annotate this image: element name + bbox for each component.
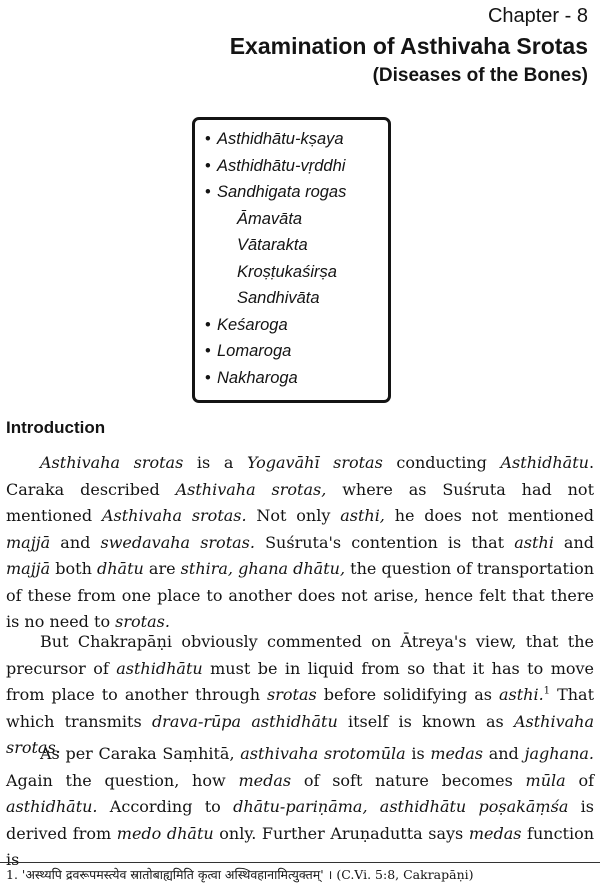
list-item (205, 153, 388, 180)
text-run: function is (6, 823, 595, 869)
list-subitem (205, 232, 388, 259)
text-run: jaghana. (524, 744, 595, 763)
paragraph-3 (6, 741, 594, 874)
list-item-label: Kroṣṭukaśirṣa (237, 262, 337, 281)
text-run: But Chakrapāṇi obviously commented on Ātreya's view, that the precursor of (6, 632, 594, 678)
text-run: asthidhātu. (6, 797, 98, 816)
text-run: are (143, 559, 181, 578)
text-run: majjā (6, 532, 51, 552)
text-run: drava-rūpa asthidhātu (151, 711, 338, 731)
paragraph-1 (6, 450, 594, 636)
text-run: Asthivaha srotas. (6, 711, 595, 757)
text-run: srotas. (115, 612, 170, 631)
list-item (205, 365, 388, 392)
text-run: asthidhātu (116, 658, 203, 678)
bullet-icon: • (205, 183, 211, 201)
text-run: swedavaha srotas. (100, 532, 255, 552)
disease-list-box (192, 117, 391, 403)
list-item-label: Asthidhātu-kṣaya (217, 130, 344, 148)
text-run: asthi. (498, 685, 544, 704)
text-run: only. Further Aruṇadutta says (213, 823, 469, 843)
text-run: is a (183, 453, 247, 472)
list-item-label: Lomaroga (217, 342, 292, 360)
text-run: is (405, 744, 431, 763)
text-run: the question of transportation of these from one place to another does not arise, hence felt that there is no need to (6, 559, 595, 631)
text-run: That which transmits (6, 685, 595, 731)
text-run: he does not mentioned (384, 506, 594, 525)
text-run: and (50, 532, 101, 552)
bullet-icon: • (205, 130, 211, 148)
text-run: Not only (246, 506, 341, 525)
list-item (205, 312, 388, 339)
list-item-label: Asthidhātu-vṛddhi (217, 156, 346, 175)
text-run: asthi (514, 532, 554, 552)
list-item (205, 179, 388, 206)
list-item-label: Vātarakta (237, 236, 308, 254)
text-run: majjā (6, 559, 51, 578)
text-run: mūla (525, 770, 566, 790)
bullet-icon: • (205, 315, 211, 334)
list-item-label: Nakharoga (217, 368, 298, 387)
text-run: According to (97, 797, 234, 816)
chapter-number: Chapter - 8 (487, 5, 588, 27)
list-subitem (205, 285, 388, 312)
text-run: and (483, 744, 525, 763)
text-run: of soft nature becomes (291, 770, 526, 790)
text-run: medas (238, 770, 292, 790)
list-item-label: Sandhigata rogas (217, 183, 347, 201)
page-title: Examination of Asthivaha Srotas (229, 33, 588, 59)
text-run: Suśruta's contention is that (254, 532, 515, 552)
list-subitem (205, 206, 388, 233)
text-run: must be in liquid from so that it has to move from place to another through (6, 658, 595, 704)
text-run: dhātu-pariṇāma, asthidhātu poṣakāṃśa (233, 797, 569, 816)
text-run: Again the question, how (6, 770, 239, 790)
page-subtitle: (Diseases of the Bones) (372, 65, 588, 86)
list-item-label: Āmavāta (237, 209, 303, 228)
text-run: medas (430, 744, 484, 763)
text-run: dhātu (96, 559, 144, 578)
text-run: . Caraka described (6, 453, 595, 499)
text-run: As per Caraka Saṃhitā, (40, 744, 241, 763)
list-item (205, 338, 388, 365)
text-run: medas (468, 823, 522, 843)
list-subitem (205, 259, 388, 286)
text-run: Yogavāhī srotas (246, 453, 383, 472)
section-heading: Introduction (6, 418, 106, 437)
text-run: asthi, (340, 506, 385, 525)
text-run: where as Suśruta had not mentioned (6, 479, 594, 525)
footnote: 1. 'अस्थ्यपि द्रवरूपमस्त्येव स्रातोबाह्यमिति कृत्वा अस्थिवहानामित्युक्तम्' । (C.Vi. 5:8, Cakrapāṇi) (6, 867, 474, 882)
list-item (205, 126, 388, 153)
list-item-label: Sandhivāta (237, 289, 320, 307)
text-run: Asthivaha srotas, (175, 479, 327, 499)
text-run: itself is known as (337, 711, 514, 731)
text-run: srotas (267, 685, 317, 704)
bullet-icon: • (205, 156, 211, 175)
text-run: and (553, 532, 595, 552)
text-run: Asthivaha srotas (40, 453, 184, 472)
footnote-ref: 1 (543, 685, 551, 697)
text-run: Asthidhātu (500, 453, 589, 472)
text-run: both (50, 559, 97, 578)
text-run: Asthivaha srotas. (101, 506, 247, 525)
bullet-icon: • (205, 368, 211, 387)
text-run: medo dhātu (116, 823, 214, 843)
text-run: before solidifying as (316, 685, 499, 704)
list-item-label: Keśaroga (217, 315, 288, 334)
text-run: is derived from (6, 797, 595, 843)
footnote-divider (0, 862, 600, 863)
text-run: sthira, ghana dhātu, (180, 559, 346, 578)
text-run: asthivaha srotomūla (240, 744, 406, 763)
bullet-icon: • (205, 342, 211, 360)
text-run: of (565, 770, 595, 790)
text-run: conducting (382, 453, 501, 472)
